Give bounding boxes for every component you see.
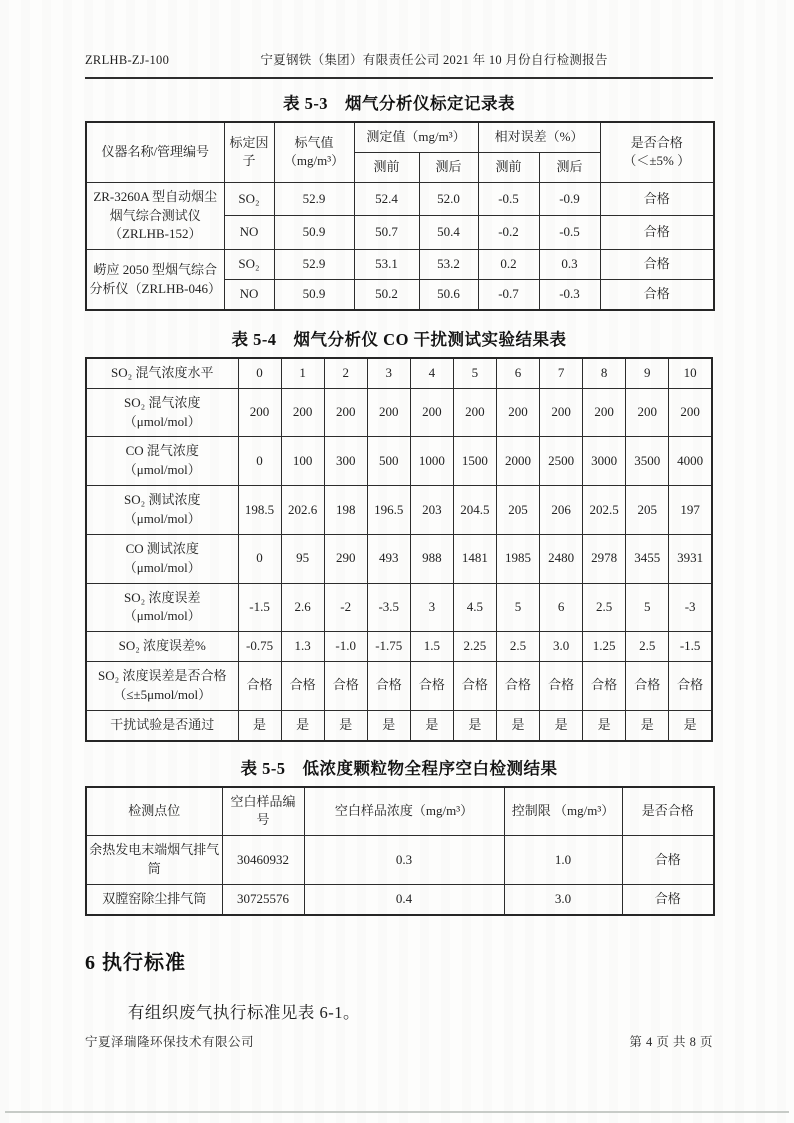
table-cell: 2.5 bbox=[583, 583, 626, 632]
row-label-cell: SO₂ 混气浓度 （μmol/mol） bbox=[86, 388, 238, 437]
table-cell: -0.7 bbox=[478, 280, 539, 310]
document-code: ZRLHB-ZJ-100 bbox=[85, 53, 170, 67]
table-cell: 检测点位 bbox=[86, 787, 222, 836]
header-relative-error: 相对误差（%） bbox=[478, 122, 600, 152]
table-cell: 4.5 bbox=[453, 583, 496, 632]
table-cell: 空白样品编号 bbox=[222, 787, 304, 836]
table-cell: 200 bbox=[410, 388, 453, 437]
header-pass-line1: 是否合格 bbox=[630, 134, 683, 150]
table-cell: 合格 bbox=[324, 662, 367, 711]
table-cell: 202.6 bbox=[281, 486, 324, 535]
table-cell: 1.3 bbox=[281, 632, 324, 662]
table-cell: 余热发电末端烟气排气筒 bbox=[86, 836, 222, 885]
table-cell: 50.9 bbox=[274, 280, 354, 310]
table-cell: -0.75 bbox=[238, 632, 281, 662]
document-title: 宁夏钢铁（集团）有限责任公司 2021 年 10 月份自行检测报告 bbox=[260, 53, 608, 67]
table-cell: 50.9 bbox=[274, 216, 354, 250]
table-cell: 4000 bbox=[669, 437, 712, 486]
table-cell: 3455 bbox=[626, 534, 669, 583]
table-cell: 是 bbox=[626, 710, 669, 740]
table-cell: 200 bbox=[238, 388, 281, 437]
table-cell: -3.5 bbox=[367, 583, 410, 632]
table-cell: 50.2 bbox=[354, 280, 419, 310]
page-content bbox=[85, 0, 713, 1023]
table-cell: 988 bbox=[410, 534, 453, 583]
table-cell: 5 bbox=[453, 358, 496, 388]
table-cell: 2.5 bbox=[496, 632, 539, 662]
table-cell: 1481 bbox=[453, 534, 496, 583]
table-5-3-calibration-record bbox=[85, 121, 715, 311]
table-cell: 是否合格 bbox=[622, 787, 714, 836]
table-cell: 205 bbox=[496, 486, 539, 535]
table-cell: 是 bbox=[496, 710, 539, 740]
table-cell: 52.9 bbox=[274, 250, 354, 280]
table-cell: 是 bbox=[238, 710, 281, 740]
table-cell: 197 bbox=[669, 486, 712, 535]
table-cell: 206 bbox=[540, 486, 583, 535]
table-cell: 3.0 bbox=[540, 632, 583, 662]
table-cell: 1.0 bbox=[504, 836, 622, 885]
table-cell: 9 bbox=[626, 358, 669, 388]
table-cell: 合格 bbox=[281, 662, 324, 711]
table-cell: 30725576 bbox=[222, 884, 304, 914]
table-cell: 202.5 bbox=[583, 486, 626, 535]
header-after: 测后 bbox=[419, 152, 478, 182]
table-cell: -1.0 bbox=[324, 632, 367, 662]
table-row bbox=[86, 583, 712, 632]
table-cell: 合格 bbox=[622, 884, 714, 914]
footer-company: 宁夏泽瑞隆环保技术有限公司 bbox=[85, 1035, 255, 1049]
table-cell: 双膛窑除尘排气筒 bbox=[86, 884, 222, 914]
table-cell: 200 bbox=[367, 388, 410, 437]
table-cell: -0.5 bbox=[478, 182, 539, 216]
table-cell: 是 bbox=[410, 710, 453, 740]
table-row bbox=[86, 486, 712, 535]
table-cell: -1.75 bbox=[367, 632, 410, 662]
header-factor: 标定因子 bbox=[224, 122, 274, 182]
table-cell: 0.4 bbox=[304, 884, 504, 914]
table-cell: SO₂ bbox=[224, 250, 274, 280]
table-cell: 合格 bbox=[626, 662, 669, 711]
table-header-row bbox=[86, 787, 714, 836]
table-cell: 2.25 bbox=[453, 632, 496, 662]
table-cell: 1500 bbox=[453, 437, 496, 486]
table-5-5-blank-test bbox=[85, 786, 715, 916]
table-cell: 2480 bbox=[540, 534, 583, 583]
row-label-cell: 干扰试验是否通过 bbox=[86, 710, 238, 740]
table-5-4-co-interference bbox=[85, 357, 713, 742]
table-row bbox=[86, 836, 714, 885]
table-row bbox=[86, 250, 714, 280]
table-cell: 合格 bbox=[600, 182, 714, 216]
table-cell: 52.9 bbox=[274, 182, 354, 216]
table-cell: 2.6 bbox=[281, 583, 324, 632]
table-cell: 300 bbox=[324, 437, 367, 486]
table-cell: 200 bbox=[453, 388, 496, 437]
header-pass-line2: （＜±5% ） bbox=[623, 153, 691, 169]
table-cell: 合格 bbox=[600, 216, 714, 250]
table-cell: 控制限 （mg/m³） bbox=[504, 787, 622, 836]
table-cell: -1.5 bbox=[669, 632, 712, 662]
table-cell: 30460932 bbox=[222, 836, 304, 885]
table-cell: 8 bbox=[583, 358, 626, 388]
table-row bbox=[86, 534, 712, 583]
table-cell: 3931 bbox=[669, 534, 712, 583]
table-row bbox=[86, 358, 712, 388]
table-cell: 是 bbox=[583, 710, 626, 740]
table-cell: 205 bbox=[626, 486, 669, 535]
table-cell: 6 bbox=[496, 358, 539, 388]
table-cell: 95 bbox=[281, 534, 324, 583]
table-cell: 200 bbox=[669, 388, 712, 437]
table-cell: 是 bbox=[453, 710, 496, 740]
table-cell: 200 bbox=[626, 388, 669, 437]
table-cell: 290 bbox=[324, 534, 367, 583]
table-cell: 是 bbox=[669, 710, 712, 740]
table-cell: 4 bbox=[410, 358, 453, 388]
table-cell: 0 bbox=[238, 534, 281, 583]
table-cell: 200 bbox=[540, 388, 583, 437]
header-before: 测前 bbox=[478, 152, 539, 182]
table-cell: 合格 bbox=[410, 662, 453, 711]
table-cell: 2.5 bbox=[626, 632, 669, 662]
row-label-cell: SO₂ 测试浓度 （μmol/mol） bbox=[86, 486, 238, 535]
table-cell: 合格 bbox=[600, 280, 714, 310]
header-instrument: 仪器名称/管理编号 bbox=[86, 122, 224, 182]
table-cell: 2000 bbox=[496, 437, 539, 486]
table-cell: 53.1 bbox=[354, 250, 419, 280]
table-cell: 198 bbox=[324, 486, 367, 535]
table-cell: 0.3 bbox=[539, 250, 600, 280]
table-row bbox=[86, 632, 712, 662]
table-5-4-title: 表 5-4 烟气分析仪 CO 干扰测试实验结果表 bbox=[231, 329, 567, 349]
table-cell: 合格 bbox=[583, 662, 626, 711]
table-cell: 200 bbox=[583, 388, 626, 437]
table-cell: 100 bbox=[281, 437, 324, 486]
table-cell: -2 bbox=[324, 583, 367, 632]
instrument-name-cell: 崂应 2050 型烟气综合分析仪（ZRLHB-046） bbox=[86, 250, 224, 310]
header-before: 测前 bbox=[354, 152, 419, 182]
table-cell: 52.4 bbox=[354, 182, 419, 216]
table-cell: 1000 bbox=[410, 437, 453, 486]
table-row bbox=[86, 662, 712, 711]
header-pass bbox=[600, 122, 714, 182]
table-cell: 5 bbox=[496, 583, 539, 632]
table-cell: 合格 bbox=[367, 662, 410, 711]
table-cell: 493 bbox=[367, 534, 410, 583]
table-cell: 2978 bbox=[583, 534, 626, 583]
document-footer bbox=[85, 1032, 713, 1050]
table-5-5-title: 表 5-5 低浓度颗粒物全程序空白检测结果 bbox=[240, 758, 558, 778]
table-cell: 合格 bbox=[622, 836, 714, 885]
section-6-paragraph: 有组织废气执行标准见表 6-1。 bbox=[127, 1002, 361, 1022]
table-cell: 合格 bbox=[600, 250, 714, 280]
table-cell: 3 bbox=[367, 358, 410, 388]
table-cell: 204.5 bbox=[453, 486, 496, 535]
footer-page-number: 第 4 页 共 8 页 bbox=[629, 1035, 713, 1049]
table-cell: 200 bbox=[496, 388, 539, 437]
table-cell: 0 bbox=[238, 437, 281, 486]
instrument-name-cell: ZR-3260A 型自动烟尘烟气综合测试仪（ZRLHB-152） bbox=[86, 182, 224, 250]
table-cell: NO bbox=[224, 280, 274, 310]
table-cell: 50.4 bbox=[419, 216, 478, 250]
document-header bbox=[85, 0, 713, 79]
row-label-cell: SO₂ 浓度误差是否合格（≤±5μmol/mol） bbox=[86, 662, 238, 711]
table-cell: 2500 bbox=[540, 437, 583, 486]
table-cell: 1.25 bbox=[583, 632, 626, 662]
header-after: 测后 bbox=[539, 152, 600, 182]
table-cell: 2 bbox=[324, 358, 367, 388]
table-cell: 6 bbox=[540, 583, 583, 632]
table-cell: 0.3 bbox=[304, 836, 504, 885]
table-cell: 7 bbox=[540, 358, 583, 388]
table-row bbox=[86, 884, 714, 914]
table-cell: 0 bbox=[238, 358, 281, 388]
table-cell: 合格 bbox=[540, 662, 583, 711]
table-cell: 是 bbox=[367, 710, 410, 740]
table-row bbox=[86, 122, 714, 152]
header-measured: 测定值（mg/m³） bbox=[354, 122, 478, 152]
table-cell: 3.0 bbox=[504, 884, 622, 914]
table-row bbox=[86, 182, 714, 216]
table-cell: 50.7 bbox=[354, 216, 419, 250]
table-cell: -1.5 bbox=[238, 583, 281, 632]
table-cell: 500 bbox=[367, 437, 410, 486]
table-cell: 1 bbox=[281, 358, 324, 388]
table-cell: 1.5 bbox=[410, 632, 453, 662]
table-cell: -0.5 bbox=[539, 216, 600, 250]
table-cell: 3000 bbox=[583, 437, 626, 486]
row-label-cell: SO₂ 浓度误差% bbox=[86, 632, 238, 662]
table-cell: 53.2 bbox=[419, 250, 478, 280]
table-cell: SO₂ bbox=[224, 182, 274, 216]
table-row bbox=[86, 388, 712, 437]
table-cell: 空白样品浓度（mg/m³） bbox=[304, 787, 504, 836]
row-label-cell: CO 混气浓度 （μmol/mol） bbox=[86, 437, 238, 486]
table-cell: 52.0 bbox=[419, 182, 478, 216]
table-cell: 合格 bbox=[669, 662, 712, 711]
table-cell: 3 bbox=[410, 583, 453, 632]
table-cell: 是 bbox=[281, 710, 324, 740]
table-cell: 0.2 bbox=[478, 250, 539, 280]
table-cell: 5 bbox=[626, 583, 669, 632]
table-cell: 50.6 bbox=[419, 280, 478, 310]
row-label-cell: CO 测试浓度 （μmol/mol） bbox=[86, 534, 238, 583]
table-cell: 3500 bbox=[626, 437, 669, 486]
table-cell: NO bbox=[224, 216, 274, 250]
table-cell: 是 bbox=[324, 710, 367, 740]
table-cell: 196.5 bbox=[367, 486, 410, 535]
header-standard-gas: 标气值 （mg/m³） bbox=[274, 122, 354, 182]
table-cell: 1985 bbox=[496, 534, 539, 583]
table-5-3-title: 表 5-3 烟气分析仪标定记录表 bbox=[282, 94, 516, 113]
table-cell: -0.3 bbox=[539, 280, 600, 310]
table-cell: 10 bbox=[669, 358, 712, 388]
table-cell: 200 bbox=[281, 388, 324, 437]
scan-artifact-line bbox=[5, 1111, 789, 1113]
row-label-cell: SO₂ 混气浓度水平 bbox=[86, 358, 238, 388]
table-cell: 合格 bbox=[496, 662, 539, 711]
table-row bbox=[86, 710, 712, 740]
table-cell: -3 bbox=[669, 583, 712, 632]
table-cell: 合格 bbox=[453, 662, 496, 711]
table-cell: 198.5 bbox=[238, 486, 281, 535]
section-6-heading: 6 执行标准 bbox=[85, 951, 186, 974]
row-label-cell: SO₂ 浓度误差 （μmol/mol） bbox=[86, 583, 238, 632]
table-row bbox=[86, 437, 712, 486]
table-cell: -0.9 bbox=[539, 182, 600, 216]
table-cell: -0.2 bbox=[478, 216, 539, 250]
table-cell: 200 bbox=[324, 388, 367, 437]
table-cell: 203 bbox=[410, 486, 453, 535]
table-cell: 合格 bbox=[238, 662, 281, 711]
table-cell: 是 bbox=[540, 710, 583, 740]
